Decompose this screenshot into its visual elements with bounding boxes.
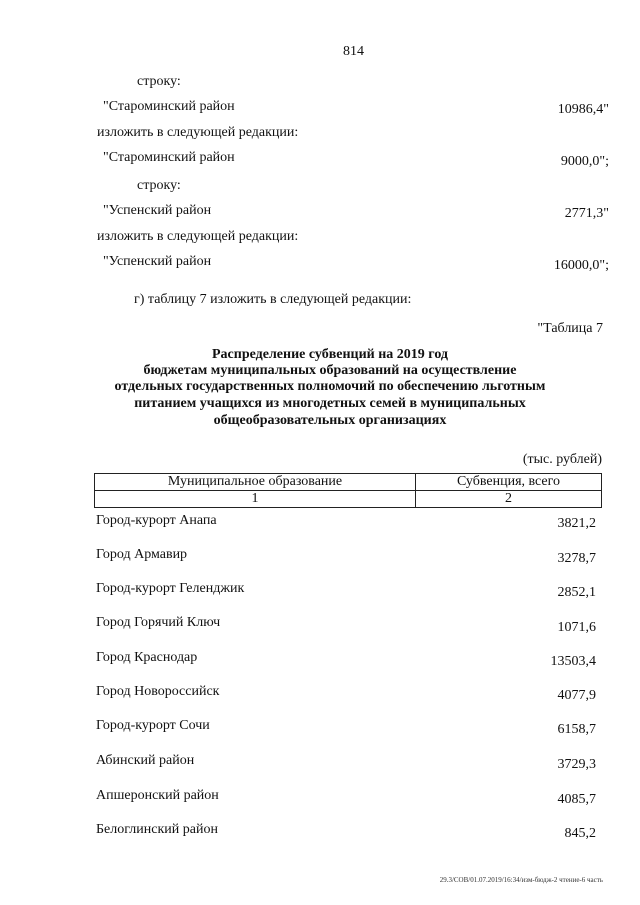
table-row-value: 2852,1 (557, 585, 596, 600)
column-number: 2 (416, 491, 602, 508)
table-row-value: 6158,7 (557, 722, 596, 737)
edit-district-name: "Успенский район (103, 203, 212, 218)
table-title-line: отдельных государственных полномочий по обеспечению льготным (114, 379, 546, 394)
edit-district-value: 16000,0"; (553, 258, 609, 273)
table-title-line: общеобразовательных организациях (213, 413, 447, 428)
table-row-name: Город-курорт Геленджик (96, 581, 245, 596)
table-row-value: 4077,9 (557, 688, 596, 703)
table-row-name: Город Горячий Ключ (96, 615, 221, 630)
table-title-line: питанием учащихся из многодетных семей в муниципальных (134, 396, 526, 411)
column-number: 1 (95, 491, 416, 508)
table-label: "Таблица 7 (537, 321, 603, 336)
edit-district-value: 10986,4" (557, 102, 609, 117)
table-row-value: 4085,7 (557, 792, 596, 807)
edit-district-name: "Успенский район (103, 254, 212, 269)
table-row-name: Апшеронский район (96, 788, 219, 803)
document-footer: 29.3/СОВ/01.07.2019/16:34/изм-бюдж-2 чтение-6 часть (439, 876, 603, 884)
table-row-value: 13503,4 (550, 654, 596, 669)
table-title-line: Распределение субвенций на 2019 год (212, 347, 448, 362)
table-row-name: Город-курорт Анапа (96, 513, 217, 528)
units-label: (тыс. рублей) (522, 452, 602, 467)
instruction-text: г) таблицу 7 изложить в следующей редакции: (134, 292, 412, 307)
table-row-name: Город Новороссийск (96, 684, 220, 699)
edit-text: изложить в следующей редакции: (97, 229, 299, 244)
edit-text: изложить в следующей редакции: (97, 125, 299, 140)
table-row-value: 1071,6 (557, 620, 596, 635)
table-row-name: Город Краснодар (96, 650, 198, 665)
table-header (94, 473, 602, 508)
table-row-name: Абинский район (96, 753, 195, 768)
table-row-value: 845,2 (564, 826, 596, 841)
table-row-value: 3278,7 (557, 551, 596, 566)
table-row-name: Белоглинский район (96, 822, 218, 837)
edit-text: строку: (137, 74, 181, 89)
column-header-municipality: Муниципальное образование (95, 474, 416, 491)
table-row-name: Город Армавир (96, 547, 188, 562)
table-row-value: 3821,2 (557, 516, 596, 531)
table-title-line: бюджетам муниципальных образований на осуществление (143, 363, 517, 378)
edit-district-value: 9000,0"; (560, 154, 609, 169)
edit-district-name: "Староминский район (103, 99, 235, 114)
edit-district-name: "Староминский район (103, 150, 235, 165)
edit-text: строку: (137, 178, 181, 193)
page-number: 814 (343, 44, 364, 59)
table-row-value: 3729,3 (557, 757, 596, 772)
table-row-name: Город-курорт Сочи (96, 718, 210, 733)
edit-district-value: 2771,3" (564, 206, 609, 221)
column-header-subvention: Субвенция, всего (416, 474, 602, 491)
